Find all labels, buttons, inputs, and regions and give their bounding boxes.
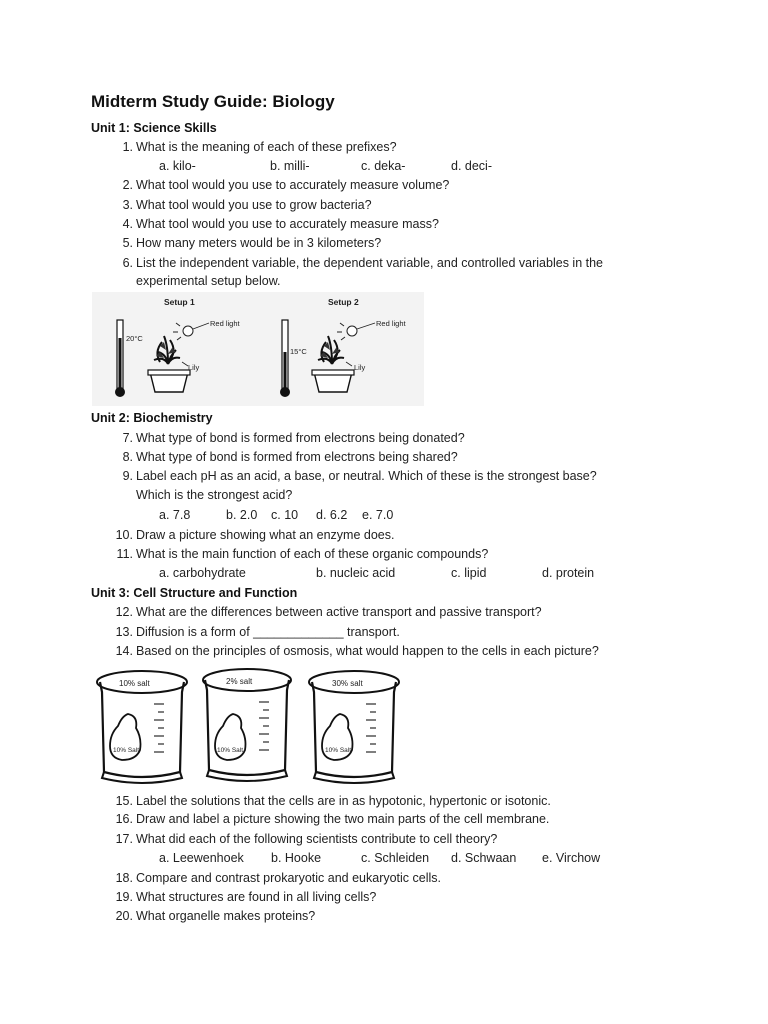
thermometer-icon xyxy=(280,320,290,397)
unit1-heading: Unit 1: Science Skills xyxy=(91,121,217,135)
question-9-continued: Which is the strongest acid? xyxy=(136,488,293,502)
question-text: Compare and contrast prokaryotic and eukaryotic cells. xyxy=(136,871,442,885)
question-number: 10. xyxy=(115,528,133,542)
question-text: What type of bond is formed from electrons being shared? xyxy=(136,450,458,464)
prefix-option-a: a. kilo- xyxy=(159,159,196,173)
question-number: 8. xyxy=(122,450,133,464)
question-text: Label the solutions that the cells are in as hypotonic, hypertonic or isotonic. xyxy=(136,794,551,808)
compound-option-c: c. lipid xyxy=(451,566,487,580)
thermometer-icon xyxy=(115,320,125,397)
question-text: Based on the principles of osmosis, what would happen to the cells in each picture? xyxy=(136,644,599,658)
question-number: 18. xyxy=(115,871,133,885)
setup2-label: Setup 2 xyxy=(328,297,359,307)
question-text: What tool would you use to grow bacteria? xyxy=(136,198,372,212)
ph-option-a: a. 7.8 xyxy=(159,508,191,522)
setup2-temp: 15°C xyxy=(290,347,307,356)
question-text: What type of bond is formed from electrons being donated? xyxy=(136,431,465,445)
scientist-option-e: e. Virchow xyxy=(542,851,601,865)
experimental-setup-figure xyxy=(92,292,424,406)
ph-option-b: b. 2.0 xyxy=(226,508,258,522)
question-text: What are the differences between active transport and passive transport? xyxy=(136,605,542,619)
question-number: 17. xyxy=(115,832,133,846)
question-text: Draw a picture showing what an enzyme does. xyxy=(136,528,395,542)
question-text: Diffusion is a form of _____________ transport. xyxy=(136,625,400,639)
question-text: What organelle makes proteins? xyxy=(136,909,316,923)
setup2-plant: Lily xyxy=(354,363,366,372)
prefix-option-b: b. milli- xyxy=(270,159,310,173)
question-number: 2. xyxy=(122,178,133,192)
compound-option-d: d. protein xyxy=(542,566,595,580)
question-number: 1. xyxy=(122,140,133,154)
setup2-light: Red light xyxy=(376,319,406,328)
prefix-option-c: c. deka- xyxy=(361,159,406,173)
question-text: What structures are found in all living cells? xyxy=(136,890,377,904)
question-number: 4. xyxy=(122,217,133,231)
question-number: 16. xyxy=(115,812,133,826)
question-text: What is the main function of each of these organic compounds? xyxy=(136,547,489,561)
scientist-option-c: c. Schleiden xyxy=(361,851,430,865)
ph-option-d: d. 6.2 xyxy=(316,508,348,522)
scientist-option-b: b. Hooke xyxy=(271,851,322,865)
question-number: 7. xyxy=(122,431,133,445)
question-text: What is the meaning of each of these prefixes? xyxy=(136,140,397,154)
compound-option-b: b. nucleic acid xyxy=(316,566,396,580)
question-text: What did each of the following scientists contribute to cell theory? xyxy=(136,832,498,846)
unit3-heading: Unit 3: Cell Structure and Function xyxy=(91,586,298,600)
question-text: How many meters would be in 3 kilometers? xyxy=(136,236,382,250)
setup1-temp: 20°C xyxy=(126,334,143,343)
question-number: 13. xyxy=(115,625,133,639)
question-number: 14. xyxy=(115,644,133,658)
question-text: What tool would you use to accurately measure volume? xyxy=(136,178,450,192)
unit2-heading: Unit 2: Biochemistry xyxy=(91,411,213,425)
beaker2-cell: 10% Salt xyxy=(217,747,244,754)
question-number: 19. xyxy=(115,890,133,904)
question-text: Draw and label a picture showing the two main parts of the cell membrane. xyxy=(136,812,550,826)
compound-option-a: a. carbohydrate xyxy=(159,566,246,580)
setup1-label: Setup 1 xyxy=(164,297,195,307)
question-number: 3. xyxy=(122,198,133,212)
question-number: 20. xyxy=(115,909,133,923)
question-6-continued: experimental setup below. xyxy=(136,274,281,288)
question-text: Label each pH as an acid, a base, or neutral. Which of these is the strongest base? xyxy=(136,469,597,483)
setup1-light: Red light xyxy=(210,319,240,328)
beaker1-solution: 10% salt xyxy=(119,679,150,688)
question-number: 11. xyxy=(116,547,133,561)
ph-option-e: e. 7.0 xyxy=(362,508,394,522)
beaker3-cell: 10% Salt xyxy=(325,747,352,754)
osmosis-beakers-figure xyxy=(92,664,422,786)
scientist-option-d: d. Schwaan xyxy=(451,851,517,865)
setup1-plant: Lily xyxy=(188,363,200,372)
question-number: 5. xyxy=(122,236,133,250)
question-number: 6. xyxy=(122,256,133,270)
question-text: What tool would you use to accurately measure mass? xyxy=(136,217,439,231)
beaker1-cell: 10% Salt xyxy=(113,747,140,754)
ph-option-c: c. 10 xyxy=(271,508,299,522)
question-number: 15. xyxy=(115,794,133,808)
page-title: Midterm Study Guide: Biology xyxy=(91,92,335,111)
beaker3-solution: 30% salt xyxy=(332,679,363,688)
question-number: 12. xyxy=(115,605,133,619)
prefix-option-d: d. deci- xyxy=(451,159,492,173)
question-number: 9. xyxy=(122,469,133,483)
question-text: List the independent variable, the dependent variable, and controlled variables in the xyxy=(136,256,603,270)
scientist-option-a: a. Leewenhoek xyxy=(159,851,244,865)
beaker2-solution: 2% salt xyxy=(226,677,253,686)
